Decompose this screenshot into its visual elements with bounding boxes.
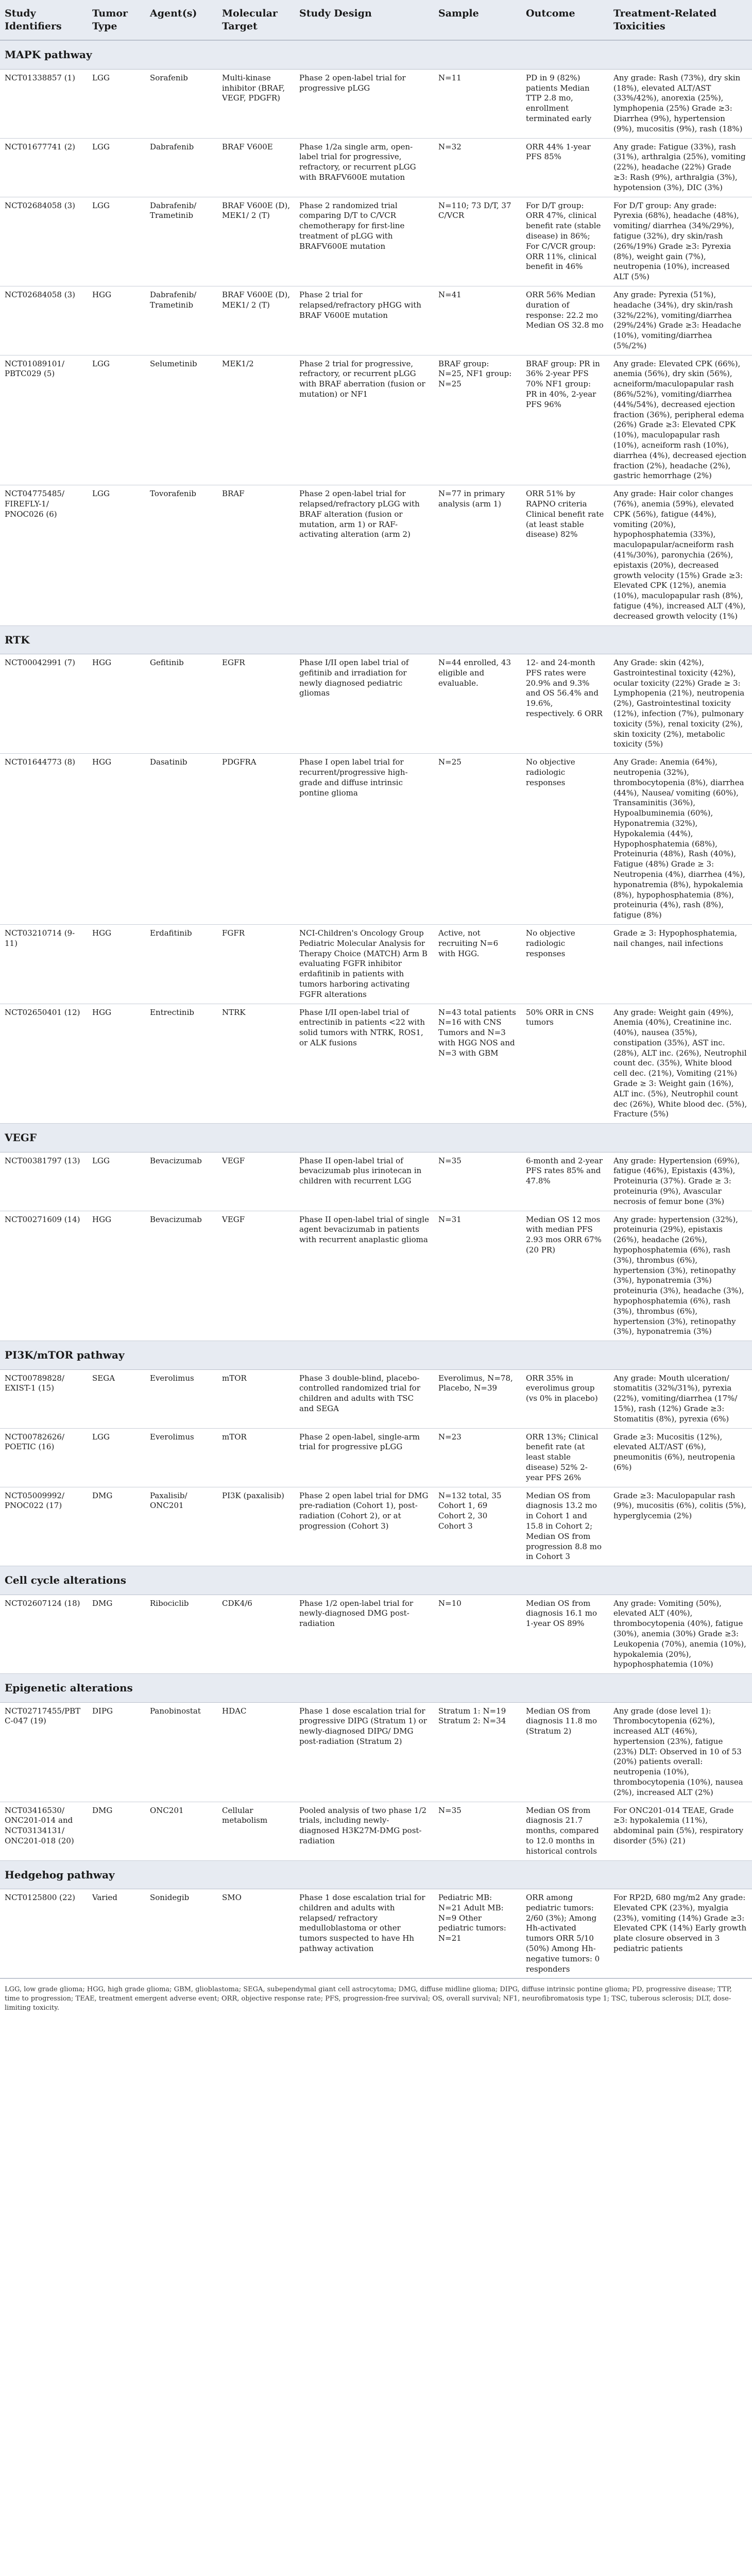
table-row: [0, 1211, 752, 1341]
cell-agents: Sonidegib: [145, 1889, 217, 1978]
section-row: [0, 1674, 752, 1702]
section-title: Epigenetic alterations: [0, 1674, 752, 1702]
table-row: [0, 1802, 752, 1860]
cell-outcome: Median OS from diagnosis 11.8 mo (Stratum 2): [521, 1702, 609, 1802]
cell-agents: Erdafitinib: [145, 924, 217, 1004]
cell-toxicities: Grade ≥3: Mucositis (12%), elevated ALT/AST (6%), pneumonitis (6%), neutropenia (6%): [609, 1428, 752, 1487]
cell-sample: N=41: [434, 286, 521, 355]
cell-study-design: Phase II open-label trial of single agent bevacizumab in patients with recurrent anaplastic glioma: [295, 1211, 434, 1341]
cell-outcome: 12- and 24-month PFS rates were 20.9% and 9.3% and OS 56.4% and 19.6%, respectively. 6 ORR: [521, 654, 609, 754]
cell-study-identifier: NCT00271609 (14): [0, 1211, 88, 1341]
section-title: Cell cycle alterations: [0, 1566, 752, 1595]
cell-molecular-target: FGFR: [217, 924, 295, 1004]
cell-molecular-target: BRAF V600E: [217, 138, 295, 197]
cell-outcome: 6-month and 2-year PFS rates 85% and 47.8%: [521, 1152, 609, 1211]
cell-study-design: Phase 2 open-label trial for progressive pLGG: [295, 69, 434, 138]
cell-study-design: Phase 2 open-label, single-arm trial for progressive pLGG: [295, 1428, 434, 1487]
cell-study-identifier: NCT03416530/ ONC201-014 and NCT03134131/ ONC201-018 (20): [0, 1802, 88, 1860]
cell-agents: Selumetinib: [145, 355, 217, 485]
cell-molecular-target: BRAF V600E (D), MEK1/ 2 (T): [217, 286, 295, 355]
cell-molecular-target: VEGF: [217, 1152, 295, 1211]
cell-outcome: ORR 44% 1-year PFS 85%: [521, 138, 609, 197]
cell-agents: Tovorafenib: [145, 485, 217, 625]
cell-tumor-type: LGG: [88, 485, 145, 625]
cell-toxicities: Any grade: Hair color changes (76%), anemia (59%), elevated CPK (56%), fatigue (44%), vomiting (20%), hypophosphatemia (33%), maculopapular/acneiform rash (41%/30%), paronychia (26%), epistaxis (20%), decreased growth velocity (15%) Grade ≥3: Elevated CPK (12%), anemia (10%), maculopapular rash (8%), fatigue (4%), increased ALT (4%), decreased growth velocity (1%): [609, 485, 752, 625]
table-row: [0, 1004, 752, 1124]
cell-agents: Gefitinib: [145, 654, 217, 754]
cell-outcome: No objective radiologic responses: [521, 924, 609, 1004]
cell-toxicities: For D/T group: Any grade: Pyrexia (68%), headache (48%), vomiting/ diarrhea (34%/29%), fatigue (32%), dry skin/rash (26%/19%) Grade ≥3: Pyrexia (8%), weight gain (7%), neutropenia (10%), increased ALT (5%): [609, 197, 752, 286]
table-row: [0, 355, 752, 485]
cell-toxicities: For ONC201-014 TEAE, Grade ≥3: hypokalemia (11%), abdominal pain (5%), respiratory disorder (5%) (21): [609, 1802, 752, 1860]
cell-molecular-target: CDK4/6: [217, 1595, 295, 1674]
cell-agents: Entrectinib: [145, 1004, 217, 1124]
cell-molecular-target: mTOR: [217, 1369, 295, 1428]
cell-outcome: Median OS from diagnosis 21.7 months, compared to 12.0 months in historical controls: [521, 1802, 609, 1860]
cell-tumor-type: HGG: [88, 1211, 145, 1341]
cell-study-design: Phase II open-label trial of bevacizumab plus irinotecan in children with recurrent LGG: [295, 1152, 434, 1211]
table-row: [0, 924, 752, 1004]
cell-toxicities: Any grade (dose level 1): Thrombocytopenia (62%), increased ALT (46%), hypertension (23%), fatigue (23%) DLT: Observed in 10 of 53 (20%) patients overall: neutropenia (10%), thrombocytopenia (10%), nausea (2%), increased ALT (2%): [609, 1702, 752, 1802]
cell-agents: Dabrafenib/ Trametinib: [145, 286, 217, 355]
header-sample: Sample: [434, 0, 521, 40]
header-study-identifiers: Study Identifiers: [0, 0, 88, 40]
cell-study-identifier: NCT02717455/PBTC-047 (19): [0, 1702, 88, 1802]
cell-molecular-target: BRAF V600E (D), MEK1/ 2 (T): [217, 197, 295, 286]
table-row: [0, 1152, 752, 1211]
cell-toxicities: Any grade: Hypertension (69%), fatigue (46%), Epistaxis (43%), Proteinuria (37%). Grade ≥ 3: proteinuria (9%), Avascular necrosis of femur bone (3%): [609, 1152, 752, 1211]
cell-sample: N=25: [434, 754, 521, 925]
cell-sample: Pediatric MB: N=21 Adult MB: N=9 Other pediatric tumors: N=21: [434, 1889, 521, 1978]
footnote: LGG, low grade glioma; HGG, high grade glioma; GBM, glioblastoma; SEGA, subependymal giant cell astrocytoma; DMG, diffuse midline glioma; DIPG, diffuse intrinsic pontine glioma; PD, progressive disease; TTP, time to progression; TEAE, treatment emergent adverse event; ORR, objective response rate; PFS, progression-free survival; OS, overall survival; NF1, neurofibromatosis type 1; TSC, tuberous sclerosis; DLT, dose-limiting toxicity.: [0, 1978, 752, 2019]
cell-study-identifier: NCT00042991 (7): [0, 654, 88, 754]
cell-molecular-target: Cellular metabolism: [217, 1802, 295, 1860]
cell-sample: Active, not recruiting N=6 with HGG.: [434, 924, 521, 1004]
cell-outcome: Median OS from diagnosis 13.2 mo in Cohort 1 and 15.8 in Cohort 2; Median OS from progression 8.8 mo in Cohort 3: [521, 1487, 609, 1566]
cell-toxicities: Any Grade: Anemia (64%), neutropenia (32%), thrombocytopenia (8%), diarrhea (44%), Nausea/ vomiting (60%), Transaminitis (36%), Hypoalbuminemia (60%), Hyponatremia (32%), Hypokalemia (44%), Hypophosphatemia (68%), Proteinuria (48%), Rash (40%), Fatigue (48%) Grade ≥ 3: Neutropenia (4%), diarrhea (4%), hyponatremia (8%), hypokalemia (8%), hypophosphatemia (8%), proteinuria (4%), rash (8%), fatigue (8%): [609, 754, 752, 925]
cell-tumor-type: Varied: [88, 1889, 145, 1978]
cell-outcome: Median OS 12 mos with median PFS 2.93 mos ORR 67% (20 PR): [521, 1211, 609, 1341]
cell-tumor-type: DIPG: [88, 1702, 145, 1802]
cell-molecular-target: NTRK: [217, 1004, 295, 1124]
cell-study-design: Phase I/II open label trial of gefitinib and irradiation for newly diagnosed pediatric gliomas: [295, 654, 434, 754]
cell-toxicities: Any grade: Mouth ulceration/ stomatitis (32%/31%), pyrexia (22%), vomiting/diarrhea (17%/ 15%), rash (12%) Grade ≥3: Stomatitis (8%), pyrexia (6%): [609, 1369, 752, 1428]
table-row: [0, 69, 752, 138]
cell-molecular-target: EGFR: [217, 654, 295, 754]
cell-study-identifier: NCT03210714 (9-11): [0, 924, 88, 1004]
cell-tumor-type: SEGA: [88, 1369, 145, 1428]
cell-study-design: Phase 1 dose escalation trial for children and adults with relapsed/ refractory medulloblastoma or other tumors suspected to have Hh pathway activation: [295, 1889, 434, 1978]
cell-study-identifier: NCT0125800 (22): [0, 1889, 88, 1978]
cell-study-design: Phase 1/2 open-label trial for newly-diagnosed DMG post-radiation: [295, 1595, 434, 1674]
table-row: [0, 138, 752, 197]
cell-sample: N=43 total patients N=16 with CNS Tumors and N=3 with HGG NOS and N=3 with GBM: [434, 1004, 521, 1124]
table-row: [0, 1428, 752, 1487]
cell-study-identifier: NCT01338857 (1): [0, 69, 88, 138]
cell-study-identifier: NCT01089101/ PBTC029 (5): [0, 355, 88, 485]
section-row: [0, 1341, 752, 1369]
cell-tumor-type: LGG: [88, 355, 145, 485]
section-title: Hedgehog pathway: [0, 1860, 752, 1889]
cell-sample: N=31: [434, 1211, 521, 1341]
table-row: [0, 286, 752, 355]
cell-study-identifier: NCT02684058 (3): [0, 286, 88, 355]
header-molecular-target: Molecular Target: [217, 0, 295, 40]
cell-sample: N=110; 73 D/T, 37 C/VCR: [434, 197, 521, 286]
cell-molecular-target: PI3K (paxalisib): [217, 1487, 295, 1566]
cell-outcome: ORR 56% Median duration of response: 22.2 mo Median OS 32.8 mo: [521, 286, 609, 355]
cell-toxicities: Any grade: Weight gain (49%), Anemia (40%), Creatinine inc. (40%), nausea (35%), constipation (35%), AST inc. (28%), ALT inc. (26%), Neutrophil count dec. (35%), White blood cell dec. (21%), Vomiting (21%) Grade ≥ 3: Weight gain (16%), ALT inc. (5%), Neutrophil count dec (26%), White blood dec. (5%), Fracture (5%): [609, 1004, 752, 1124]
cell-agents: Paxalisib/ ONC201: [145, 1487, 217, 1566]
cell-molecular-target: VEGF: [217, 1211, 295, 1341]
table-row: [0, 1595, 752, 1674]
cell-sample: Stratum 1: N=19 Stratum 2: N=34: [434, 1702, 521, 1802]
table-row: [0, 754, 752, 925]
cell-study-design: Phase 3 double-blind, placebo-controlled randomized trial for children and adults with TSC and SEGA: [295, 1369, 434, 1428]
table-body: [0, 40, 752, 1978]
cell-agents: Bevacizumab: [145, 1152, 217, 1211]
cell-agents: Sorafenib: [145, 69, 217, 138]
cell-tumor-type: LGG: [88, 138, 145, 197]
cell-toxicities: Any grade: hypertension (32%), proteinuria (29%), epistaxis (26%), headache (26%), hypophosphatemia (6%), rash (3%), thrombus (6%), hypertension (3%), retinopathy (3%), hyponatremia (3%) proteinuria (3%), headache (3%), hypophosphatemia (6%), rash (3%), thrombus (6%), hypertension (3%), retinopathy (3%), hyponatremia (3%): [609, 1211, 752, 1341]
header-agents: Agent(s): [145, 0, 217, 40]
cell-toxicities: Any grade: Rash (73%), dry skin (18%), elevated ALT/AST (33%/42%), anorexia (25%), lymphopenia (25%) Grade ≥3: Diarrhea (9%), hypertension (9%), mucositis (9%), rash (18%): [609, 69, 752, 138]
cell-tumor-type: LGG: [88, 1152, 145, 1211]
table-row: [0, 1487, 752, 1566]
cell-molecular-target: BRAF: [217, 485, 295, 625]
cell-molecular-target: mTOR: [217, 1428, 295, 1487]
cell-molecular-target: PDGFRA: [217, 754, 295, 925]
cell-agents: Dabrafenib: [145, 138, 217, 197]
cell-agents: Ribociclib: [145, 1595, 217, 1674]
cell-tumor-type: DMG: [88, 1487, 145, 1566]
table-row: [0, 1702, 752, 1802]
cell-study-identifier: NCT02607124 (18): [0, 1595, 88, 1674]
section-row: [0, 1860, 752, 1889]
cell-study-identifier: NCT04775485/ FIREFLY-1/ PNOC026 (6): [0, 485, 88, 625]
cell-tumor-type: LGG: [88, 69, 145, 138]
cell-toxicities: Any grade: Elevated CPK (66%), anemia (56%), dry skin (56%), acneiform/maculopapular rash (86%/52%), vomiting/diarrhea (44%/54%), decreased ejection fraction (36%), peripheral edema (26%) Grade ≥3: Elevated CPK (10%), maculopapular rash (10%), acneiform rash (10%), diarrhea (4%), decreased ejection fraction (2%), headache (2%), gastric hemorrhage (2%): [609, 355, 752, 485]
section-title: PI3K/mTOR pathway: [0, 1341, 752, 1369]
cell-study-identifier: NCT01644773 (8): [0, 754, 88, 925]
header-study-design: Study Design: [295, 0, 434, 40]
cell-study-identifier: NCT00381797 (13): [0, 1152, 88, 1211]
cell-tumor-type: HGG: [88, 286, 145, 355]
section-row: [0, 1124, 752, 1152]
table-row: [0, 485, 752, 625]
cell-study-design: Phase 1 dose escalation trial for progressive DIPG (Stratum 1) or newly-diagnosed DIPG/ DMG post-radiation (Stratum 2): [295, 1702, 434, 1802]
cell-agents: Bevacizumab: [145, 1211, 217, 1341]
cell-tumor-type: HGG: [88, 924, 145, 1004]
cell-tumor-type: LGG: [88, 197, 145, 286]
header-tumor-type: Tumor Type: [88, 0, 145, 40]
section-title: RTK: [0, 625, 752, 654]
cell-molecular-target: HDAC: [217, 1702, 295, 1802]
cell-sample: Everolimus, N=78, Placebo, N=39: [434, 1369, 521, 1428]
cell-study-identifier: NCT01677741 (2): [0, 138, 88, 197]
cell-sample: BRAF group: N=25, NF1 group: N=25: [434, 355, 521, 485]
header-outcome: Outcome: [521, 0, 609, 40]
cell-toxicities: Any grade: Fatigue (33%), rash (31%), arthralgia (25%), vomiting (22%), headache (22%) Grade ≥3: Rash (9%), arthralgia (3%), hypotension (3%), DIC (3%): [609, 138, 752, 197]
table-row: [0, 654, 752, 754]
cell-study-design: Phase 2 trial for relapsed/refractory pHGG with BRAF V600E mutation: [295, 286, 434, 355]
cell-study-identifier: NCT05009992/ PNOC022 (17): [0, 1487, 88, 1566]
cell-sample: N=10: [434, 1595, 521, 1674]
cell-sample: N=44 enrolled, 43 eligible and evaluable.: [434, 654, 521, 754]
cell-outcome: PD in 9 (82%) patients Median TTP 2.8 mo, enrollment terminated early: [521, 69, 609, 138]
cell-outcome: Median OS from diagnosis 16.1 mo 1-year OS 89%: [521, 1595, 609, 1674]
section-title: VEGF: [0, 1124, 752, 1152]
cell-toxicities: Any grade: Vomiting (50%), elevated ALT (40%), thrombocytopenia (40%), fatigue (30%), anemia (30%) Grade ≥3: Leukopenia (70%), anemia (10%), hypokalemia (20%), hypophosphatemia (10%): [609, 1595, 752, 1674]
cell-molecular-target: MEK1/2: [217, 355, 295, 485]
cell-agents: ONC201: [145, 1802, 217, 1860]
cell-study-design: Phase 2 trial for progressive, refractory, or recurrent pLGG with BRAF aberration (fusion or mutation) or NF1: [295, 355, 434, 485]
cell-tumor-type: DMG: [88, 1595, 145, 1674]
cell-outcome: BRAF group: PR in 36% 2-year PFS 70% NF1 group: PR in 40%, 2-year PFS 96%: [521, 355, 609, 485]
cell-toxicities: Grade ≥ 3: Hypophosphatemia, nail changes, nail infections: [609, 924, 752, 1004]
cell-tumor-type: LGG: [88, 1428, 145, 1487]
section-row: [0, 1566, 752, 1595]
cell-outcome: No objective radiologic responses: [521, 754, 609, 925]
cell-outcome: ORR 13%; Clinical benefit rate (at least stable disease) 52% 2-year PFS 26%: [521, 1428, 609, 1487]
cell-study-design: Phase I open label trial for recurrent/progressive high-grade and diffuse intrinsic pontine glioma: [295, 754, 434, 925]
cell-study-identifier: NCT02684058 (3): [0, 197, 88, 286]
cell-molecular-target: Multi-kinase inhibitor (BRAF, VEGF, PDGFR): [217, 69, 295, 138]
header-row: [0, 0, 752, 40]
cell-study-identifier: NCT00789828/ EXIST-1 (15): [0, 1369, 88, 1428]
cell-sample: N=35: [434, 1152, 521, 1211]
cell-outcome: 50% ORR in CNS tumors: [521, 1004, 609, 1124]
cell-toxicities: Any grade: Pyrexia (51%), headache (34%), dry skin/rash (32%/22%), vomiting/diarrhea (29%/24%) Grade ≥3: Headache (10%), vomiting/diarrhea (5%/2%): [609, 286, 752, 355]
cell-toxicities: For RP2D, 680 mg/m2 Any grade: Elevated CPK (23%), myalgia (23%), vomiting (14%) Grade ≥3: Elevated CPK (14%) Early growth plate closure observed in 3 pediatric patients: [609, 1889, 752, 1978]
cell-outcome: ORR among pediatric tumors: 2/60 (3%); Among Hh-activated tumors ORR 5/10 (50%) Among Hh-negative tumors: 0 responders: [521, 1889, 609, 1978]
cell-study-design: Phase I/II open-label trial of entrectinib in patients <22 with solid tumors with NTRK, ROS1, or ALK fusions: [295, 1004, 434, 1124]
cell-agents: Everolimus: [145, 1428, 217, 1487]
cell-toxicities: Grade ≥3: Maculopapular rash (9%), mucositis (6%), colitis (5%), hyperglycemia (2%): [609, 1487, 752, 1566]
table-row: [0, 1889, 752, 1978]
cell-sample: N=132 total, 35 Cohort 1, 69 Cohort 2, 30 Cohort 3: [434, 1487, 521, 1566]
cell-agents: Dasatinib: [145, 754, 217, 925]
cell-toxicities: Any Grade: skin (42%), Gastrointestinal toxicity (42%), ocular toxicity (22%) Grade ≥ 3: Lymphopenia (21%), neutropenia (2%), Gastrointestinal toxicity (12%), infection (7%), pulmonary toxicity (5%), renal toxicity (2%), skin toxicity (2%), metabolic toxicity (5%): [609, 654, 752, 754]
cell-tumor-type: HGG: [88, 1004, 145, 1124]
cell-outcome: ORR 35% in everolimus group (vs 0% in placebo): [521, 1369, 609, 1428]
cell-study-design: Pooled analysis of two phase 1/2 trials, including newly-diagnosed H3K27M-DMG post-radiation: [295, 1802, 434, 1860]
table-row: [0, 1369, 752, 1428]
section-title: MAPK pathway: [0, 40, 752, 69]
cell-outcome: For D/T group: ORR 47%, clinical benefit rate (stable disease) in 86%; For C/VCR group: ORR 11%, clinical benefit in 46%: [521, 197, 609, 286]
cell-tumor-type: HGG: [88, 754, 145, 925]
cell-study-design: Phase 2 open label trial for DMG pre-radiation (Cohort 1), post-radiation (Cohort 2), or at progression (Cohort 3): [295, 1487, 434, 1566]
cell-agents: Panobinostat: [145, 1702, 217, 1802]
cell-study-identifier: NCT02650401 (12): [0, 1004, 88, 1124]
header-toxicities: Treatment-Related Toxicities: [609, 0, 752, 40]
cell-sample: N=77 in primary analysis (arm 1): [434, 485, 521, 625]
cell-tumor-type: DMG: [88, 1802, 145, 1860]
cell-study-design: Phase 1/2a single arm, open-label trial for progressive, refractory, or recurrent pLGG with BRAFV600E mutation: [295, 138, 434, 197]
cell-tumor-type: HGG: [88, 654, 145, 754]
cell-sample: N=35: [434, 1802, 521, 1860]
cell-sample: N=32: [434, 138, 521, 197]
cell-molecular-target: SMO: [217, 1889, 295, 1978]
cell-study-identifier: NCT00782626/ POETIC (16): [0, 1428, 88, 1487]
section-row: [0, 625, 752, 654]
cell-agents: Everolimus: [145, 1369, 217, 1428]
cell-sample: N=23: [434, 1428, 521, 1487]
cell-outcome: ORR 51% by RAPNO criteria Clinical benefit rate (at least stable disease) 82%: [521, 485, 609, 625]
cell-sample: N=11: [434, 69, 521, 138]
section-row: [0, 40, 752, 69]
cell-study-design: NCI-Children's Oncology Group Pediatric Molecular Analysis for Therapy Choice (MATCH) Arm B evaluating FGFR inhibitor erdafitinib in patients with tumors harboring activating FGFR alterations: [295, 924, 434, 1004]
table-row: [0, 197, 752, 286]
cell-agents: Dabrafenib/ Trametinib: [145, 197, 217, 286]
cell-study-design: Phase 2 randomized trial comparing D/T to C/VCR chemotherapy for first-line treatment of pLGG with BRAFV600E mutation: [295, 197, 434, 286]
cell-study-design: Phase 2 open-label trial for relapsed/refractory pLGG with BRAF alteration (fusion or mutation, arm 1) or RAF-activating alteration (arm 2): [295, 485, 434, 625]
